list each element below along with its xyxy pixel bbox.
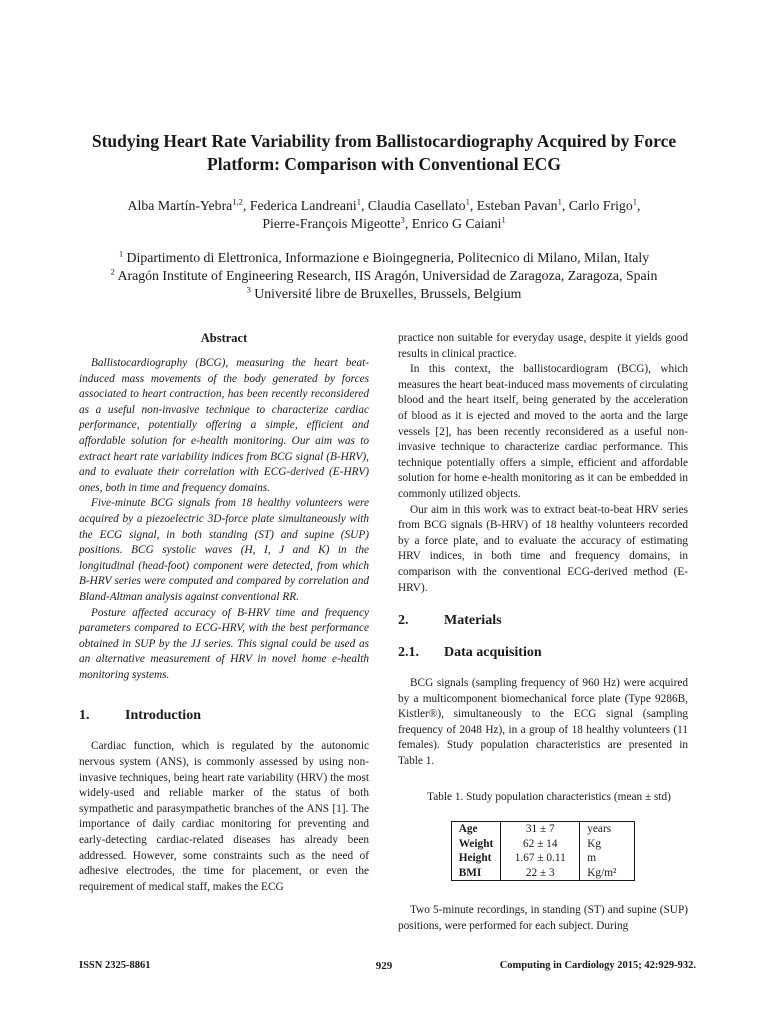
affil-text: Université libre de Bruxelles, Brussels, Belgium <box>254 286 522 301</box>
abstract-paragraph: Five-minute BCG signals from 18 healthy volunteers were acquired by a piezoelectric 3D-force plate simultaneously with the ECG signal, in both standing (ST) and supine (SUP) positions. BCG systolic waves (H, I, J and K) in the longitudinal (head-foot) component were detected, from which B-HRV series were computed and compared by correlation and Bland-Altman analysis against conventional RR. <box>79 497 369 603</box>
page-number: 929 <box>375 960 393 972</box>
table-cell-value: 22 ± 3 <box>501 866 580 881</box>
author-name: Enrico G Caiani <box>411 216 502 231</box>
section-number: 1. <box>79 708 90 724</box>
table-row <box>451 837 635 852</box>
table-row <box>451 866 635 881</box>
author-affil-mark: 3 <box>400 214 405 225</box>
section-title: Materials <box>444 613 502 629</box>
table-cell-unit: Kg/m² <box>587 866 617 879</box>
data-acquisition-heading <box>398 644 688 662</box>
table-row <box>451 822 635 837</box>
table-row <box>451 851 635 866</box>
author-name: Claudia Casellato <box>367 198 466 213</box>
author-name: Esteban Pavan <box>476 198 558 213</box>
citation: Computing in Cardiology 2015; 42:929-932. <box>499 960 696 971</box>
author-affil-mark: 1 <box>501 214 506 225</box>
author-affil-mark: 1 <box>356 196 361 207</box>
author-affil-mark: 1,2 <box>232 196 243 207</box>
issn: ISSN 2325-8861 <box>79 960 151 971</box>
intro-paragraph: Cardiac function, which is regulated by the autonomic nervous system (ANS), is commonly assessed by using non-invasive techniques, being heart rate variability (HRV) the most widely-used and reliable marker of the status of both sympathetic and parasympathetic branches of the ANS [1]. The importance of daily cardiac monitoring for preventing and early-detecting cardiac-related diseases has already been addressed. However, some constraints such as the need of adhesive electrodes, the time for placement, or even the requirement of medical staff, makes the ECG <box>79 740 369 893</box>
table-cell-value: 1.67 ± 0.11 <box>501 851 580 866</box>
body-paragraph: Our aim in this work was to extract beat-to-beat HRV series from BCG signals (B-HRV) of 18 healthy volunteers recorded by a force plate, and to evaluate the accuracy of estimating HRV indices, in both time and frequency domains, in comparison with the conventional ECG-derived method (E-HRV). <box>398 503 688 594</box>
abstract-paragraph: Ballistocardiography (BCG), measuring the heart beat-induced mass movements of the body generated by forces associated to heart contraction, has been recently reconsidered as a useful non-invasive technique to characterize cardiac performance, potentially offering a simple, efficient and affordable solution for e-health monitoring. Our aim was to extract heart rate variability indices from BCG signal (B-HRV), and to evaluate their correlation with ECG-derived (E-HRV) ones, both in time and frequency domains. <box>79 357 369 494</box>
body-paragraph: In this context, the ballistocardiogram (BCG), which measures the heart beat-induced mass movements of circulating blood and the heart itself, being generated by the acceleration of blood as it is ejected and moved to the aorta and the large vessels [2], has been recently reconsidered as a useful non-invasive technique to characterize cardiac performance. This technique potentially offers a simple, efficient and affordable solution for home e-health monitoring as it can be embedded in commonly utilized objects. <box>398 363 688 500</box>
author-name: Federica Landreani <box>249 198 357 213</box>
table-cell-label: Weight <box>451 837 501 852</box>
subsection-title: Data acquisition <box>444 645 542 661</box>
table-cell-value: 31 ± 7 <box>501 822 580 837</box>
abstract-heading: Abstract <box>200 331 248 345</box>
section-number: 2. <box>398 613 409 629</box>
affiliation-list <box>60 249 708 303</box>
affil-text: Dipartimento di Elettronica, Informazione e Bioingegneria, Politecnico di Milano, Milan, Italy <box>126 250 650 265</box>
materials-heading <box>398 612 688 630</box>
introduction-heading <box>79 707 369 725</box>
abstract-body <box>79 356 369 683</box>
affiliation <box>60 249 708 267</box>
affiliation <box>60 267 708 285</box>
author-affil-mark: 1 <box>557 196 562 207</box>
left-column <box>79 330 369 895</box>
affil-mark: 1 <box>118 248 124 259</box>
body-paragraph: Two 5-minute recordings, in standing (ST) and supine (SUP) positions, were performed for each subject. During <box>398 904 688 932</box>
subsection-number: 2.1. <box>398 645 419 661</box>
table-cell-value: 62 ± 14 <box>501 837 580 852</box>
author-line-1: Alba Martín-Yebra$^{1,2}$, Federica Landreani$^1$, Claudia Casellato$^1$, Esteban Pavan$^1$, Carlo Frigo$^1$, <box>127 196 641 213</box>
author-name: Carlo Frigo <box>568 198 633 213</box>
author-name: Alba Martín-Yebra <box>127 198 233 213</box>
table-caption: Table 1. Study population characteristics (mean ± std) <box>427 790 671 803</box>
author-name: Pierre-François Migeotte <box>262 216 401 231</box>
abstract-paragraph: Posture affected accuracy of B-HRV time and frequency parameters compared to ECG-HRV, with the best performance obtained in SUP by the JJ series. This signal could be used as an alternative measurement of HRV in novel home e-health monitoring systems. <box>79 606 369 681</box>
author-affil-mark: 1 <box>465 196 470 207</box>
affil-mark: 3 <box>246 284 251 295</box>
affiliation <box>60 285 708 303</box>
table-cell-label: Age <box>451 822 501 837</box>
author-list <box>60 197 708 233</box>
table-cell-unit: years <box>587 823 612 836</box>
table-cell-unit: m <box>587 852 597 865</box>
table-cell-label: BMI <box>451 866 501 881</box>
author-affil-mark: 1 <box>632 196 637 207</box>
affil-mark: 2 <box>110 266 115 277</box>
section-title: Introduction <box>125 708 201 724</box>
paper-title: Studying Heart Rate Variability from Ballistocardiography Acquired by Force Platform: Comparison with Conventional ECG <box>91 131 677 174</box>
right-column <box>398 331 688 934</box>
continuation-paragraph: practice non suitable for everyday usage, despite it yields good results in clinical practice. <box>398 332 688 360</box>
affil-text: Aragón Institute of Engineering Research, IIS Aragón, Universidad de Zaragoza, Zaragoza, Spain <box>117 268 658 283</box>
table-cell-label: Height <box>451 851 501 866</box>
table-cell-unit: Kg <box>587 837 602 850</box>
author-line-2: Pierre-François Migeotte$^3$, Enrico G Caiani$^1$ <box>262 214 506 231</box>
acquisition-paragraph: BCG signals (sampling frequency of 960 Hz) were acquired by a multicomponent biomechanical force plate (Type 9286B, Kistler®), simultaneously to the ECG signal (sampling frequency of 2048 Hz), in a group of 18 healthy volunteers (11 females). Study population characteristics are presented in Table 1. <box>398 677 688 768</box>
population-table <box>451 821 636 881</box>
